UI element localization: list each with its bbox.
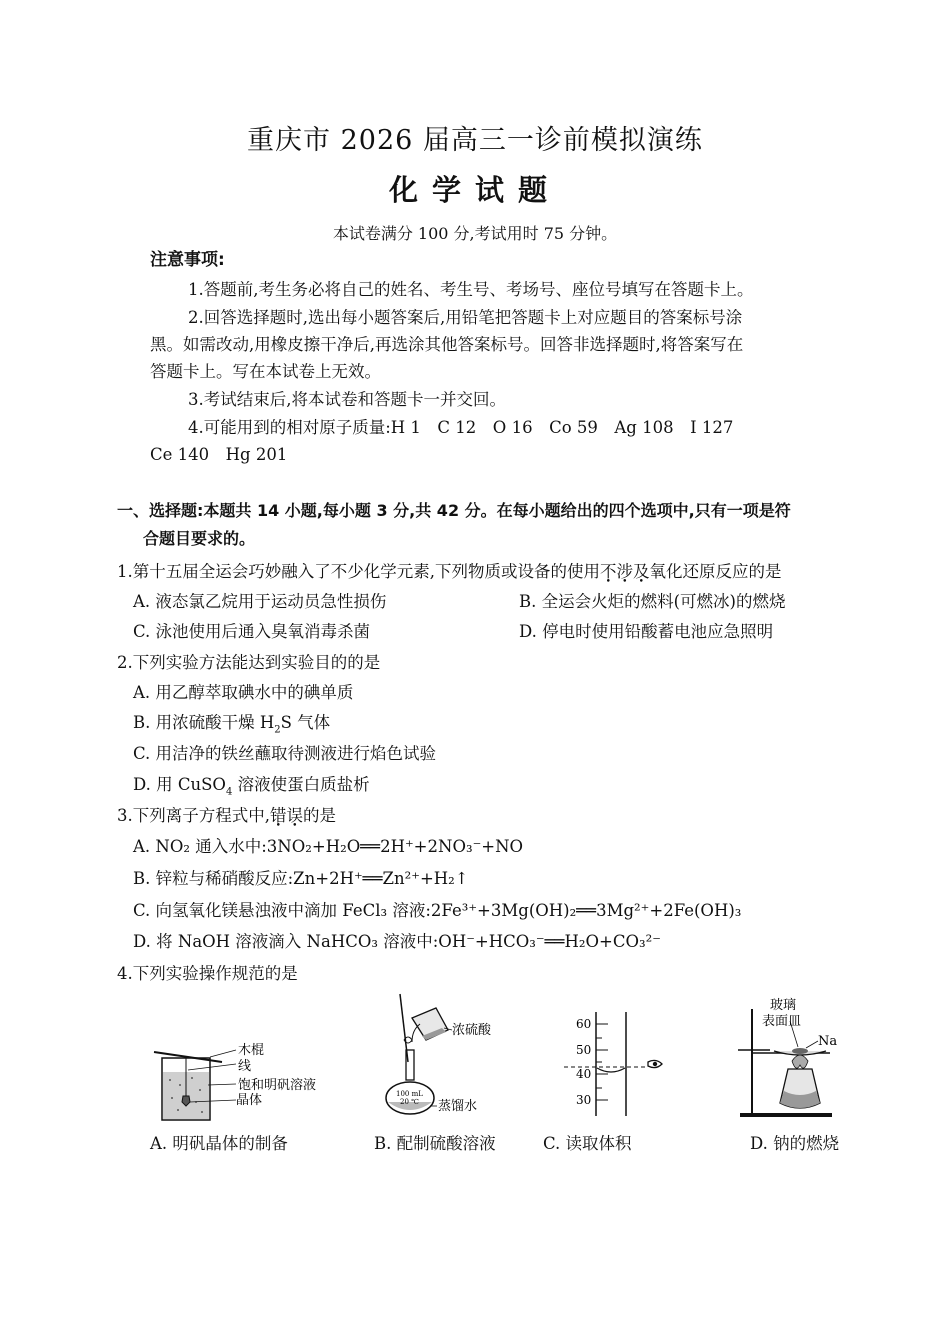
label-acid: 浓硫酸 (452, 1023, 492, 1038)
leader-solution (208, 1084, 236, 1085)
q3-emphasis-char-2: 误 (286, 806, 303, 825)
label-stick: 木棍 (238, 1043, 265, 1058)
label-glass-line-1: 玻璃 (770, 998, 797, 1013)
label-solution: 饱和明矾溶液 (238, 1078, 317, 1093)
q2-option-b (133, 712, 330, 741)
q2-option-b-sub: 2 (274, 724, 281, 736)
q3-option-c: C. 向氢氧化镁悬浊液中滴加 FeCl₃ 溶液:2Fe³⁺+3Mg(OH)₂══3Mg²⁺+2Fe(OH)₃ (133, 901, 742, 920)
figure-c-caption: C. 读取体积 (543, 1134, 632, 1153)
label-thread: 线 (238, 1059, 252, 1074)
q2-option-d-part-a: D. 用 CuSO (133, 775, 226, 794)
scale-ticks (596, 1024, 608, 1100)
q3-option-d: D. 将 NaOH 溶液滴入 NaHCO₃ 溶液中:OH⁻+HCO₃⁻══H₂O+CO₃²⁻ (133, 932, 661, 951)
notice-heading: 注意事项: (150, 250, 225, 270)
section-1-heading-line-1: 一、选择题:本题共 14 小题,每小题 3 分,共 42 分。在每小题给出的四个选项中,只有一项是符 (117, 501, 791, 520)
section-1-heading-line-2: 合题目要求的。 (143, 529, 256, 548)
q1-stem (117, 561, 782, 583)
q1-emphasis-char-1: 不 (600, 562, 617, 581)
flask-temperature: 20 ℃ (400, 1098, 419, 1106)
q2-option-d-sub: 4 (225, 786, 233, 798)
notice-item-3: 3.考试结束后,将本试卷和答题卡一并交回。 (188, 390, 506, 409)
tick-40: 40 (576, 1067, 592, 1081)
q3-option-b: B. 锌粒与稀硝酸反应:Zn+2H⁺══Zn²⁺+H₂↑ (133, 869, 469, 888)
q1-emphasis-char-2: 涉 (616, 562, 633, 581)
stand-base (740, 1113, 832, 1117)
q2-option-b-part-a: B. 用浓硫酸干燥 H (133, 713, 275, 732)
figure-d-caption: D. 钠的燃烧 (750, 1134, 840, 1153)
q3-option-a: A. NO₂ 通入水中:3NO₂+H₂O══2H⁺+2NO₃⁻+NO (133, 837, 524, 856)
q1-stem-part-a: 1.第十五届全运会巧妙融入了不少化学元素,下列物质或设备的使用 (117, 562, 600, 581)
q2-option-c: C. 用洁净的铁丝蘸取待测液进行焰色试验 (133, 744, 437, 763)
q1-stem-part-b: 氧化还原反应的是 (649, 562, 782, 581)
figure-a-alum-crystal (150, 1040, 330, 1125)
q2-option-d (133, 774, 370, 803)
figure-c-read-volume (560, 1008, 680, 1120)
q2-option-d-part-b: 溶液使蛋白质盐析 (232, 775, 370, 794)
label-glass-line-2: 表面皿 (762, 1014, 802, 1029)
q2-stem: 2.下列实验方法能达到实验目的的是 (117, 653, 381, 672)
eye-pupil (653, 1062, 657, 1066)
wooden-stick (154, 1052, 222, 1062)
figure-b-sulfuric-acid (382, 990, 502, 1120)
tick-50: 50 (576, 1043, 592, 1057)
q1-option-a: A. 液态氯乙烷用于运动员急性损伤 (133, 592, 387, 611)
q2-option-a: A. 用乙醇萃取碘水中的碘单质 (133, 683, 354, 702)
notice-item-2-line-3: 答题卡上。写在本试卷上无效。 (150, 362, 381, 381)
tick-30: 30 (576, 1093, 592, 1107)
subject-title: 化学试题 (388, 173, 561, 207)
notice-item-4-line-1: 4.可能用到的相对原子质量:H 1 C 12 O 16 Co 59 Ag 108 I 127 (188, 418, 734, 437)
q1-option-b: B. 全运会火炬的燃料(可燃冰)的燃烧 (519, 592, 786, 611)
label-water: 蒸馏水 (438, 1099, 478, 1114)
sodium-piece (792, 1048, 808, 1054)
notice-item-4-line-2: Ce 140 Hg 201 (150, 445, 288, 464)
exam-title: 重庆市 2026 届高三一诊前模拟演练 (247, 125, 703, 156)
q3-stem-part-b: 的是 (303, 806, 336, 825)
q4-stem: 4.下列实验操作规范的是 (117, 964, 298, 983)
q2-option-b-part-b: S 气体 (280, 713, 331, 732)
q3-stem-part-a: 3.下列离子方程式中, (117, 806, 270, 825)
notice-item-2-line-2: 黑。如需改动,用橡皮擦干净后,再选涂其他答案标号。回答非选择题时,将答案写在 (150, 335, 744, 354)
flame (792, 1055, 808, 1068)
figure-d-sodium-combustion (734, 995, 864, 1119)
label-crystal: 晶体 (236, 1093, 263, 1108)
q3-stem (117, 805, 336, 827)
glass-rod (400, 994, 408, 1062)
leader-thread (188, 1064, 236, 1070)
q1-option-c: C. 泳池使用后通入臭氧消毒杀菌 (133, 622, 371, 641)
q1-option-d: D. 停电时使用铅酸蓄电池应急照明 (519, 622, 774, 641)
flask-volume: 100 mL (396, 1090, 423, 1098)
q3-emphasis-char-1: 错 (270, 806, 287, 825)
leader-na (806, 1041, 818, 1048)
label-na: Na (818, 1034, 838, 1049)
figure-a-caption: A. 明矾晶体的制备 (150, 1134, 288, 1153)
q1-emphasis-char-3: 及 (633, 562, 650, 581)
leader-stick (210, 1050, 236, 1057)
meniscus (597, 1068, 625, 1072)
tick-60: 60 (576, 1017, 592, 1031)
notice-item-1: 1.答题前,考生务必将自己的姓名、考生号、考场号、座位号填写在答题卡上。 (188, 280, 754, 299)
exam-info: 本试卷满分 100 分,考试用时 75 分钟。 (332, 224, 618, 243)
notice-item-2-line-1: 2.回答选择题时,选出每小题答案后,用铅笔把答题卡上对应题目的答案标号涂 (188, 308, 743, 327)
figure-b-caption: B. 配制硫酸溶液 (374, 1134, 496, 1153)
